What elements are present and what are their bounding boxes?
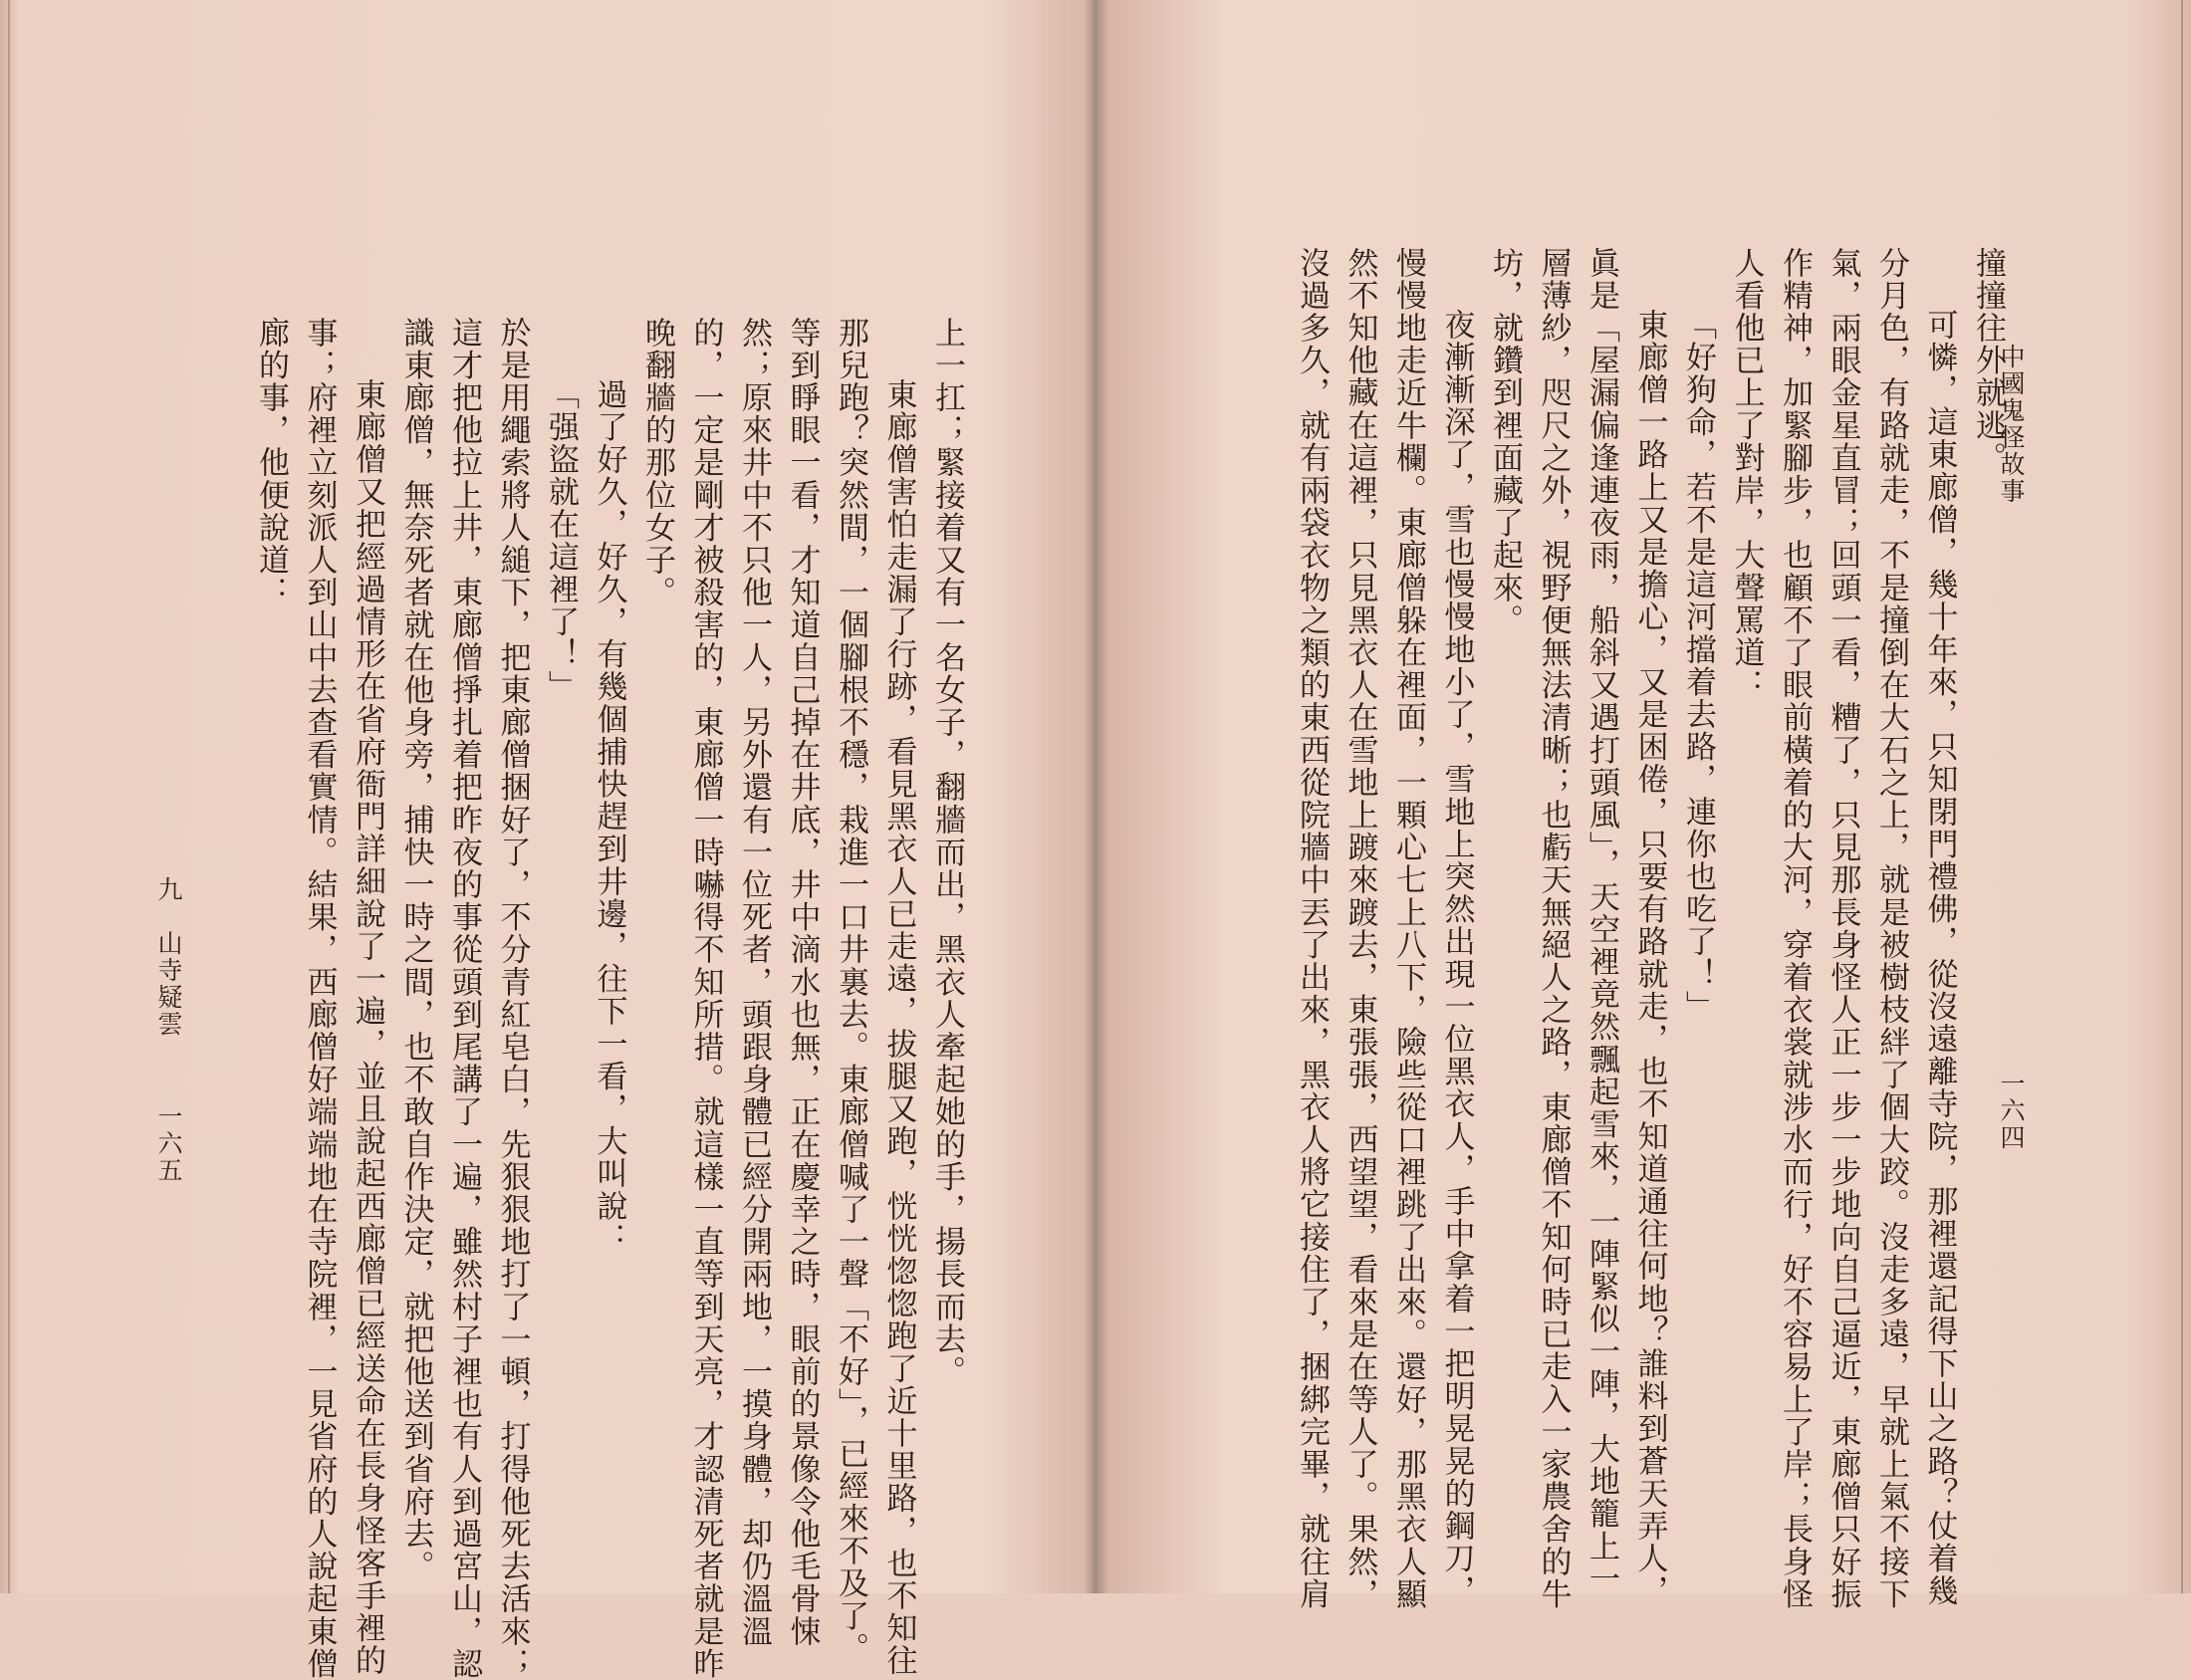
text-line: 慢慢地走近牛欄。東廊僧躲在裡面，一顆心七上八下，險些從口裡跳了出來。還好，那黑衣人顯: [1390, 247, 1426, 1611]
right-page-text: [1288, 247, 2013, 1611]
text-line: 分月色，有路就走，不是撞倒在大石之上，就是被樹枝絆了個大跤。沒走多遠，早就上氣不接下: [1873, 247, 1909, 1611]
text-line: 沒過多久，就有兩袋衣物之類的東西從院牆中丟了出來，黑衣人將它接住了，捆綁完畢，就往肩: [1294, 247, 1330, 1611]
text-line: 「好狗命，若不是這河擋着去路，連你也吃了！」: [1680, 309, 1716, 1024]
text-line: 晚翻牆的那位女子。: [639, 317, 675, 609]
text-line: 事；府裡立刻派人到山中去查看實情。結果，西廊僧好端端地在寺院裡，一見省府的人說起東僧: [301, 317, 338, 1680]
text-line: 東廊僧又把經過情形在省府衙門詳細說了一遍，並且說起西廊僧已經送命在長身怪客手裡的: [350, 378, 385, 1677]
text-line: 識東廊僧，無奈死者就在他身旁，捕快一時之間，也不敢自作決定，就把他送到省府去。: [397, 317, 434, 1583]
left-page-number: 一六五: [154, 1103, 183, 1184]
text-line: 東廊僧一路上又是擔心，又是困倦，只要有路就走，也不知道通往何地？誰料到蒼天弄人，: [1631, 309, 1668, 1607]
text-line: 可憐，這東廊僧，幾十年來，只知閉門禮佛，從沒遠離寺院，那裡還記得下山之路？仗着幾: [1921, 309, 1958, 1607]
text-line: 坊，就鑽到裡面藏了起來。: [1487, 247, 1523, 637]
text-line: 撞撞往外就逃。: [1970, 247, 2006, 475]
text-line: 層薄紗，咫尺之外，視野便無法清晰；也虧天無絕人之路，東廊僧不知何時已走入一家農舍的牛: [1535, 247, 1572, 1611]
text-line: 這才把他拉上井，東廊僧掙扎着把昨夜的事從頭到尾講了一遍，雖然村子裡也有人到過宮山，認: [446, 317, 482, 1680]
right-page-number: 一六四: [1997, 1071, 2026, 1151]
left-page-text: [247, 317, 972, 1680]
text-line: 於是用繩索將人縋下，把東廊僧捆好了，不分青紅皂白，先狠狠地打了一頓，打得他死去活來；: [494, 317, 531, 1680]
right-page: [1096, 0, 2191, 1611]
text-line: 廊的事，他便說道：: [253, 317, 289, 609]
text-line: 等到睜眼一看，才知道自己掉在井底，井中滴水也無，正在慶幸之時，眼前的景像令他毛骨悚: [784, 317, 821, 1648]
text-line: 人看他已上了對岸，大聲罵道：: [1728, 247, 1765, 702]
text-line: 東廊僧害怕走漏了行跡，看見黑衣人已走遠，拔腿又跑，恍恍惚惚跑了近十里路，也不知往: [880, 378, 917, 1677]
text-line: 過了好久，好久，有幾個捕快趕到井邊，往下一看，大叫說：: [591, 378, 627, 1256]
text-line: 然；原來井中不只他一人，另外還有一位死者，頭跟身體已經分開兩地，一摸身體，却仍溫溫: [736, 317, 772, 1648]
text-line: 的，一定是剛才被殺害的，東廊僧一時嚇得不知所措。就這樣一直等到天亮，才認清死者就是昨: [687, 317, 724, 1680]
text-line: 夜漸漸深了，雪也慢慢地小了，雪地上突然出現一位黑衣人，手中拿着一把明晃晃的鋼刀，: [1438, 309, 1475, 1607]
text-line: 作精神，加緊腳步，也顧不了眼前橫着的大河，穿着衣裳就涉水而行，好不容易上了岸；長身怪: [1777, 247, 1813, 1611]
text-line: 上一扛；緊接着又有一名女子，翻牆而出，黑衣人牽起她的手，揚長而去。: [929, 317, 965, 1388]
left-running-foot: 九 山寺疑雲: [154, 876, 183, 1038]
text-line: 那兒跑？突然間，一個腳根不穩，栽進一口井裏去。東廊僧喊了一聲「不好」，已經來不及了。: [833, 317, 868, 1665]
text-line: 「强盜就在這裡了！」: [543, 378, 579, 703]
right-running-head: 中國鬼怪故事: [1997, 344, 2026, 505]
text-line: 眞是「屋漏偏逢連夜雨，船斜又遇打頭風」，天空裡竟然飄起雪來，一陣緊似一陣，大地籠上一: [1583, 247, 1619, 1595]
text-line: 氣，兩眼金星直冒；回頭一看，糟了，只見那長身怪人正一步一步地向自己逼近，東廊僧只好振: [1825, 247, 1861, 1611]
text-line: 然不知他藏在這裡，只見黑衣人在雪地上踱來踱去，東張張，西望望，看來是在等人了。果然，: [1341, 247, 1378, 1611]
